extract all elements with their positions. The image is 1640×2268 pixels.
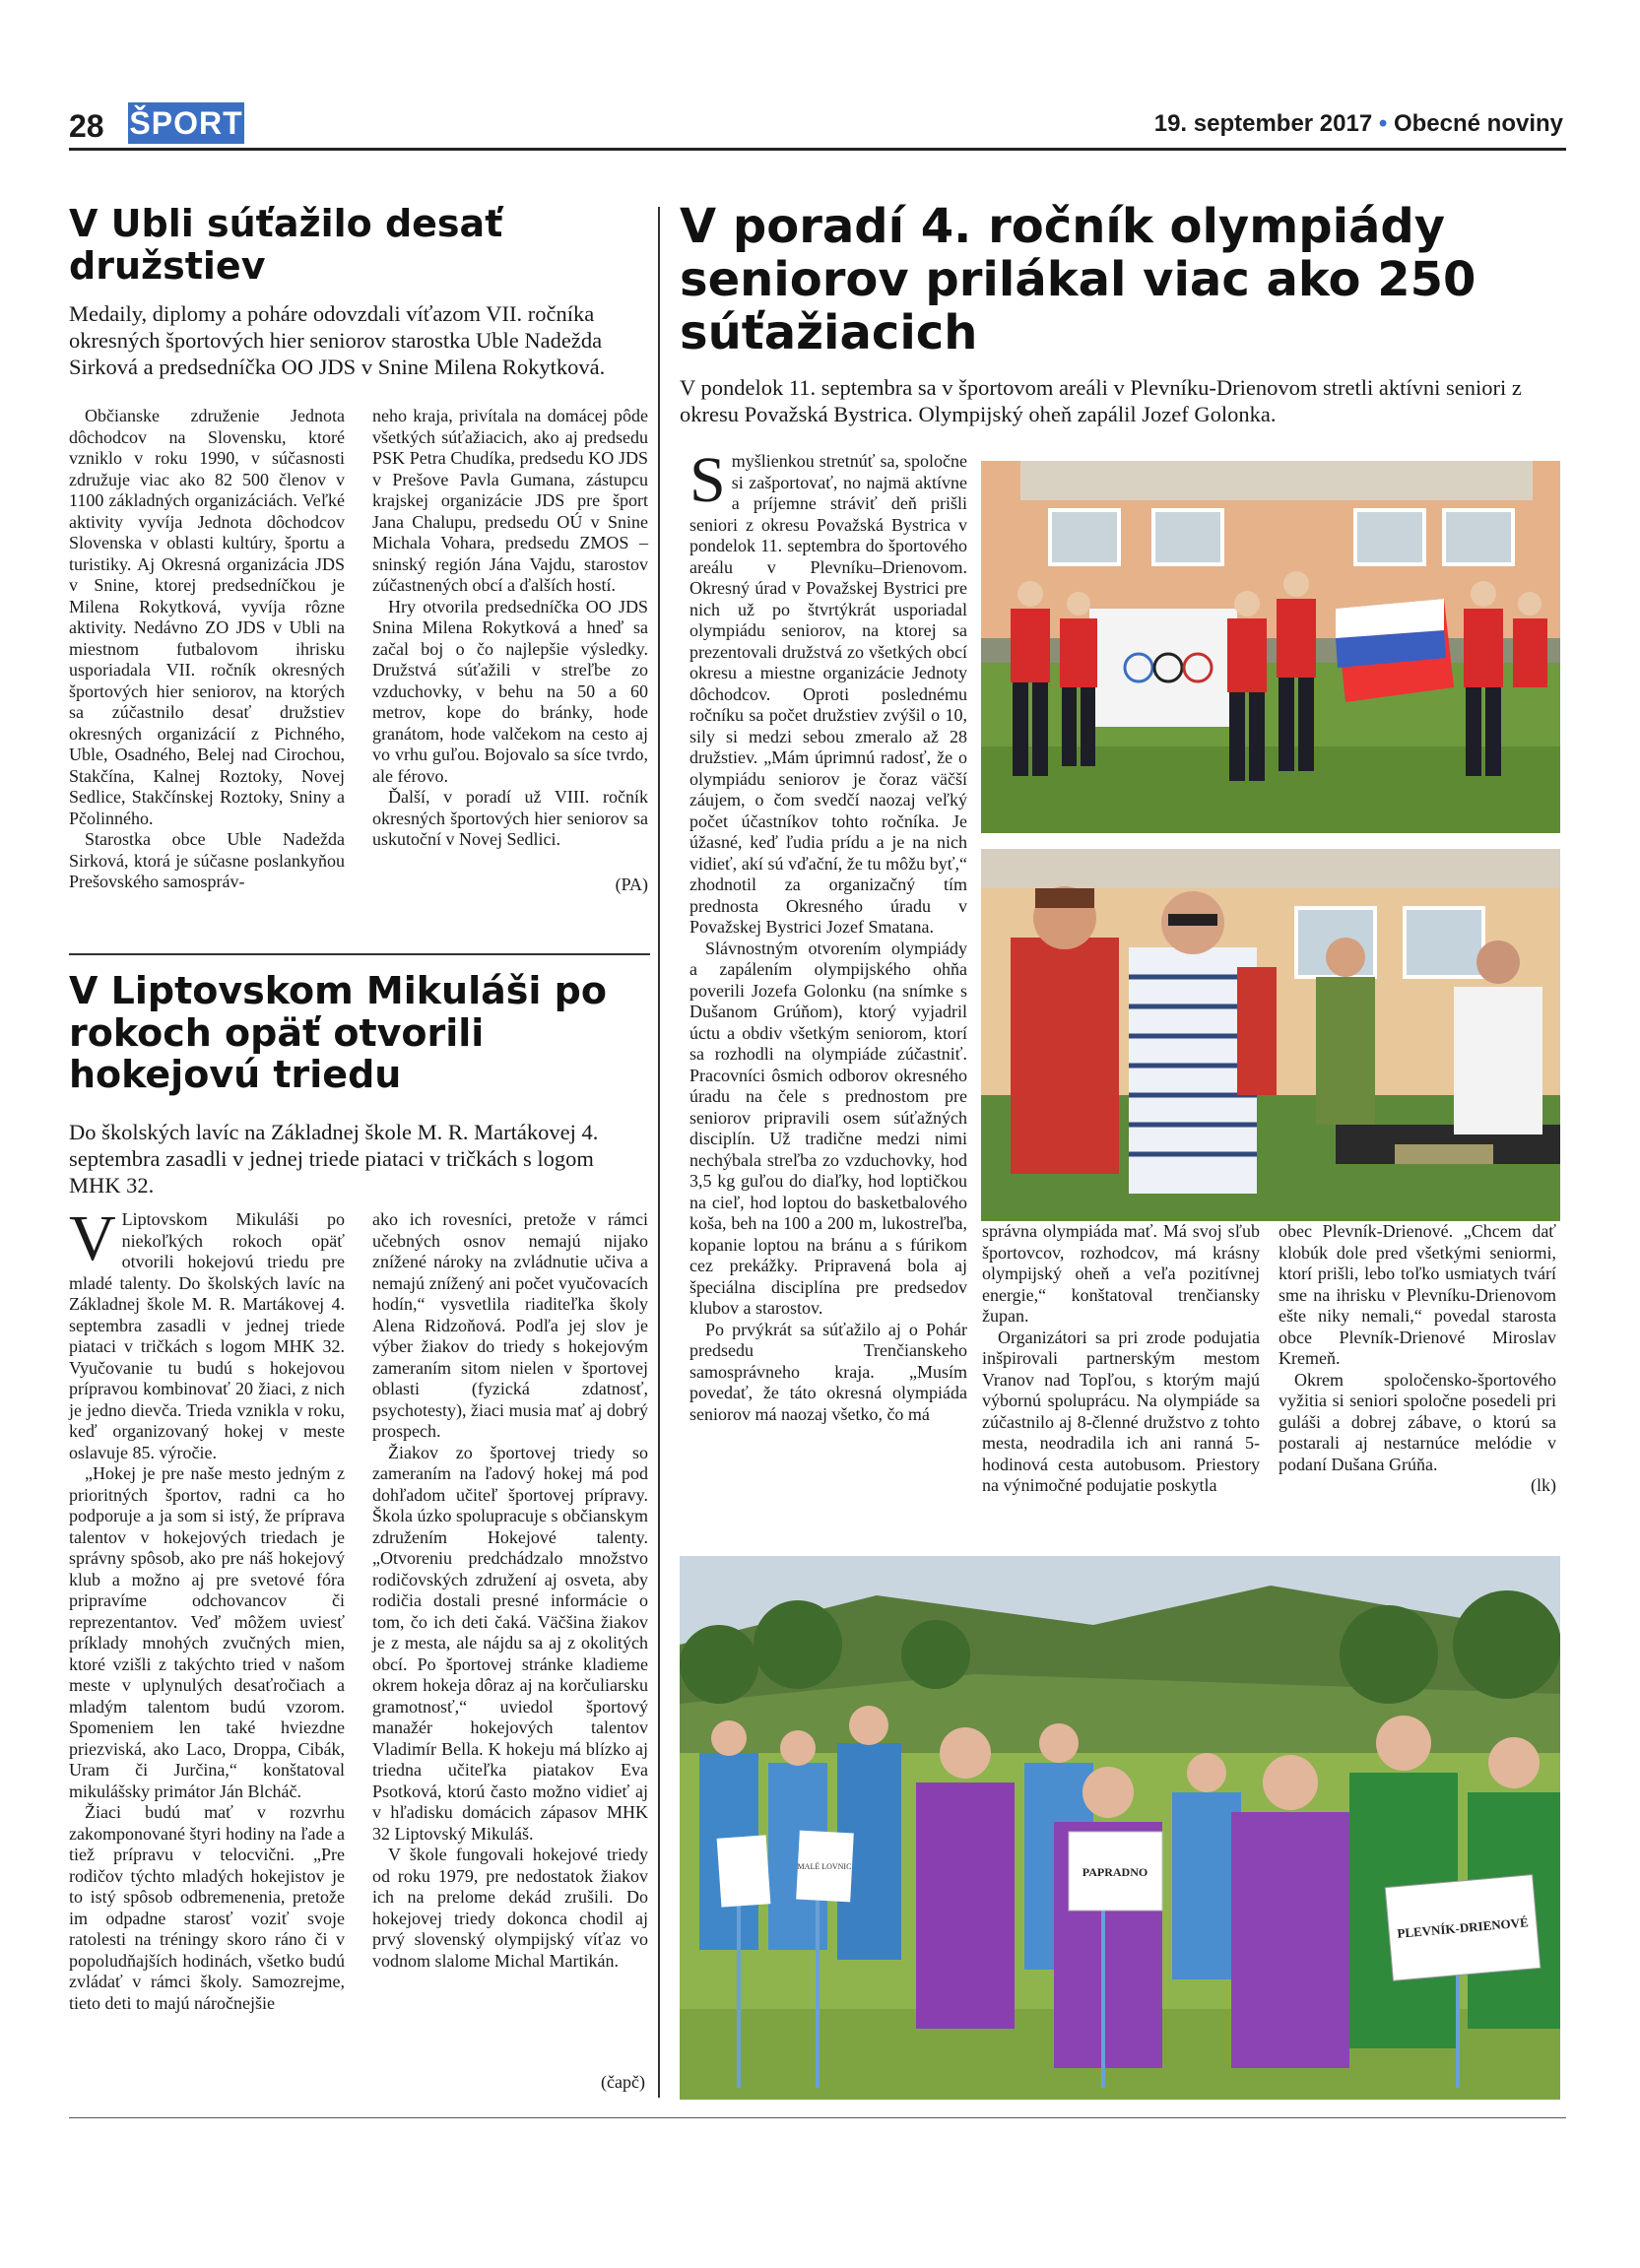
article1-signature: (PA) xyxy=(615,874,648,894)
article-divider xyxy=(69,953,650,955)
paragraph: správna olympiáda mať. Má svoj sľub športovcov, rozhodcov, má krásny olympijský oheň a veľa pozitívnej energie,“ konštatoval trenčiansky župan. xyxy=(982,1221,1260,1326)
sign-text: MALÉ LOVNIC xyxy=(797,1862,852,1871)
paragraph: Organizátori sa pri zrode podujatia inšpirovali partnerským mestom Vranov nad Topľou, s ktorým majú výbornú spoluprácu. Na olympiáde sa zúčastnilo aj 8-členné družstvo z tohto mesta, neodradila ich ani ranná 5-hodinová cesta autobusom. Priestory na výnimočné podujatie poskytla xyxy=(982,1327,1260,1495)
dropcap: S xyxy=(689,444,726,516)
paragraph: Ďalší, v poradí už VIII. ročník okresných športových hier seniorov sa uskutoční v Novej Sedlici. xyxy=(372,787,648,849)
dropcap: V xyxy=(69,1202,116,1274)
paragraph: Po prvýkrát sa súťažilo aj o Pohár predsedu Trenčianskeho samosprávneho kraja. „Musím povedať, že táto okresná olympiáda seniorov má naozaj všetko, čo má xyxy=(689,1319,967,1424)
page-number: 28 xyxy=(69,108,104,144)
article2-column-1 xyxy=(69,1202,345,2014)
paragraph: Hry otvorila predsedníčka OO JDS Snina Milena Rokytková a hneď sa začal boj o čo najlepšie výsledky. Družstvá súťažili v streľbe zo vzduchovky, v behu na 50 a 60 metrov, kope do bránky, hode granátom, hode valčekom na cesto aj vo vrhu guľou. Bojovalo sa síce tvrdo, ale férovo. xyxy=(372,596,648,786)
paragraph: myšlienkou stretnúť sa, spoločne si zašportovať, no najmä aktívne a príjemne stráviť deň prišli seniori z okresu Považská Bystrica v pondelok 11. septembra do športového areálu v Plevníku–Drienovom. Okresný úrad v Považskej Bystrici pre nich už po štvrtýkrát usporiadal olympiádu seniorov, na ktorej sa prezentovali družstvá zo všetkých obcí okresu a miestne organizácie Jednoty dôchodcov. Oproti poslednému ročníku sa počet družstiev zvýšil o 10, sily si medzi sebou zmeralo až 28 družstiev. „Mám úprimnú radosť, že o olympiádu seniorov je čoraz väčší záujem, o čom svedčí naozaj veľký počet účastníkov tohto ročníka. Je úžasné, keď ľudia prídu a je na nich vidieť, akí sú vďační, že tu môžu byť,“ zhodnotil za organizačný tím prednosta Okresného úradu v Považskej Bystrici Jozef Smatana. xyxy=(689,451,967,937)
footer-rule xyxy=(69,2117,1566,2118)
paragraph: ako ich rovesníci, pretože v rámci učebných osnov nemajú nijako znížené nároky na zvládnutie učiva a nemajú znížený ani počet vyučovacích hodín,“ vysvetlila riaditeľka školy Alena Ridzoňová. Podľa jej slov je výber žiakov do triedy s hokejovým zameraním sitom nielen v športovej oblasti (fyzická zdatnosť, psychotesty), žiaci musia mať aj dobrý prospech. xyxy=(372,1209,648,1441)
article3-column-1 xyxy=(689,444,967,1425)
photo-golonka-and-gruna xyxy=(981,849,1560,1221)
paragraph: „Hokej je pre naše mesto jedným z prioritných športov, radni ca ho podporuje a ja som si istý, že príprava talentov v hokejových triedach je správny spôsob, ako pre náš hokejový klub a možno aj pre svetové fóra pripravíme odchovancov či reprezentantov. Veď môžem uviesť príklady mnohých zvučných mien, ktoré vzišli z takýchto tried v našom meste v uplynulých desaťročiach a mladým talentom budú vzorom. Spomeniem len také hviezdne priezviská, ako Laco, Droppa, Cibák, Uram či Jurčina,“ konštatoval mikulášsky primátor Ján Blcháč. xyxy=(69,1463,345,1801)
article3-column-3 xyxy=(1279,1221,1556,1497)
article1-lead: Medaily, diplomy a poháre odovzdali víťazom VII. ročníka okresných športových hier seniorov starostka Uble Nadežda Sirková a predsedníčka OO JDS v Snine Milena Rokytková. xyxy=(69,301,606,379)
article2-signature: (čapč) xyxy=(601,2072,645,2092)
paragraph: neho kraja, privítala na domácej pôde všetkých súťažiacich, ako aj predsedu PSK Petra Chudíka, predsedu KO JDS v Prešove Pavla Gumana, zástupcu krajskej organizácie JDS pre šport Jana Chalupu, predsedu OÚ v Snine Michala Vohara, predsedu ZMOS – sninský región Jána Vajdu, starostov zúčastnených obcí a ďalších hostí. xyxy=(372,406,648,595)
photo-seniors-group xyxy=(680,1556,1560,2100)
article1-column-2 xyxy=(372,406,648,895)
issue-date: 19. september 2017 xyxy=(1153,110,1373,137)
masthead xyxy=(1154,110,1563,138)
section-label: ŠPORT xyxy=(128,102,244,144)
article3-title: V poradí 4. ročník olympiády seniorov prilákal viac ako 250 súťažiacich xyxy=(680,199,1476,360)
header-rule xyxy=(69,148,1566,151)
article3-column-2 xyxy=(982,1221,1260,1497)
article1-title: V Ubli súťažilo desať družstiev xyxy=(69,202,503,288)
bullet-separator: • xyxy=(1378,110,1388,137)
paragraph: Okrem spoločensko-športového vyžitia si seniori spoločne posedeli pri guláši a dobrej zábave, o ktorú sa postarali aj nestarnúce melódie v podaní Dušana Grúňa. xyxy=(1279,1369,1556,1474)
paragraph: Liptovskom Mikuláši po niekoľkých rokoch opäť otvorili hokejovú triedu pre mladé talenty. Do školských lavíc na Základnej škole M. R. Martákovej 4. septembra zasadli v jednej triede piataci v tričkách s logom MHK 32. Vyučovanie tu budú s hokejovou prípravou kombinovať 20 žiaci, z nich je jedno dievča. Trieda vznikla v roku, keď organizovaný hokej v meste oslavuje 85. výročie. xyxy=(69,1209,345,1462)
photo-team-with-flags xyxy=(981,461,1560,833)
paragraph: Starostka obce Uble Nadežda Sirková, ktorá je súčasne poslankyňou Prešovského samospráv- xyxy=(69,829,345,891)
paragraph: Občianske združenie Jednota dôchodcov na Slovensku, ktoré vzniklo v roku 1990, v súčasnosti združuje viac ako 82 500 členov v 1100 základných organizáciách. Veľké aktivity vyvíja Jednota dôchodcov Slovenska v oblasti kultúry, športu a turistiky. Aj Okresná organizácia JDS v Snine, ktorej predsedníčkou je Milena Rokytková, vyvíja rôzne aktivity. Nedávno ZO JDS v Ubli na miestnom futbalovom ihrisku usporiadala VII. ročník okresných športových hier seniorov, na ktorých sa zúčastnilo desať družstiev okresných organizácií z Pichného, Uble, Osadného, Belej nad Cirochou, Stakčína, Kalnej Roztoky, Novej Sedlice, Stakčínskej Roztoky, Sniny a Pčolinného. xyxy=(69,406,345,828)
sign-text: PAPRADNO xyxy=(1082,1865,1148,1879)
article2-lead: Do školských lavíc na Základnej škole M. R. Martákovej 4. septembra zasadli v jednej triede piataci v tričkách s logom MHK 32. xyxy=(69,1120,599,1198)
article1-column-1 xyxy=(69,406,345,893)
sign-text: PLEVNÍK-DRIENOVÉ xyxy=(1396,1914,1530,1941)
paper-name: Obecné noviny xyxy=(1393,110,1563,137)
paragraph: obec Plevník-Drienové. „Chcem dať klobúk dole pred všetkými seniormi, ktorí prišli, lebo toľko usmiatych tvárí sme na ihrisku v Plevníku-Drienovom ešte niky nemali,“ povedal starosta obce Plevník-Drienové Miroslav Kremeň. xyxy=(1279,1221,1556,1368)
paragraph: V škole fungovali hokejové triedy od roku 1979, pre nedostatok žiakov ich na prelome dekád zrušili. Do hokejovej triedy dokonca chodil aj prvý slovenský olympijský víťaz vo vodnom slalome Michal Martikán. xyxy=(372,1845,648,1971)
article2-title: V Liptovskom Mikuláši po rokoch opäť otvorili hokejovú triedu xyxy=(69,969,607,1097)
column-divider xyxy=(658,207,660,2098)
paragraph: Žiakov zo športovej triedy so zameraním na ľadový hokej má pod dohľadom učiteľ športovej prípravy. Škola úzko spolupracuje s občianskym združením Hokejové talenty. „Otvoreniu predchádzalo množstvo rodičovských združení aj osveta, aby rodičia dostali presné informácie o tom, čo ich deti čaká. Väčšina žiakov je z mesta, ale nájdu sa aj z okolitých obcí. Po športovej stránke kladieme okrem hokeja dôraz aj na korčuliarsku gramotnosť,“ uviedol športový manažér hokejových talentov Vladimír Bella. K hokeju má blízko aj triedna učiteľka piatakov Eva Psotková, ktorú často možno vidieť aj v hľadisku domácich zápasov MHK 32 Liptovský Mikuláš. xyxy=(372,1442,648,1844)
article2-column-2 xyxy=(372,1209,648,1972)
paragraph: Slávnostným otvorením olympiády a zapálením olympijského ohňa poverili Jozefa Golonku (na snímke s Dušanom Grúňom), ktorý vyjadril úctu a obdiv všetkým seniorom, ktorí sa rozhodli na olympiáde zúčastniť. Pracovníci ôsmich odborov okresného úradu na čele s prednostom pre seniorov pripravili osem súťažných disciplín. Už tradične medzi nimi nechýbala streľba zo vzduchovky, hod 3,5 kg guľou do diaľky, hod loptičkou na cieľ, hod loptou do basketbalového koša, beh na 100 a 200 m, lukostreľba, kopanie loptou na bránu a s fúrikom cez prekážky. Pripravená bola aj špeciálna disciplína pre predsedov klubov a starostov. xyxy=(689,938,967,1318)
article3-lead: V pondelok 11. septembra sa v športovom areáli v Plevníku-Drienovom stretli aktívni seniori z okresu Považská Bystrica. Olympijský oheň zapálil Jozef Golonka. xyxy=(680,375,1522,426)
paragraph: Žiaci budú mať v rozvrhu zakomponované štyri hodiny na ľade a tiež prípravu v telocvični. „Pre rodičov týchto mladých hokejistov je to istý spôsob odbremenenia, pretože im odpadne starosť voziť svoje ratolesti na tréningy skoro ráno či v popoludňajších hodinách, všetko budú zvládať v rámci školy. Samozrejme, tieto deti to majú náročnejšie xyxy=(69,1802,345,2013)
article3-signature: (lk) xyxy=(1531,1475,1556,1495)
